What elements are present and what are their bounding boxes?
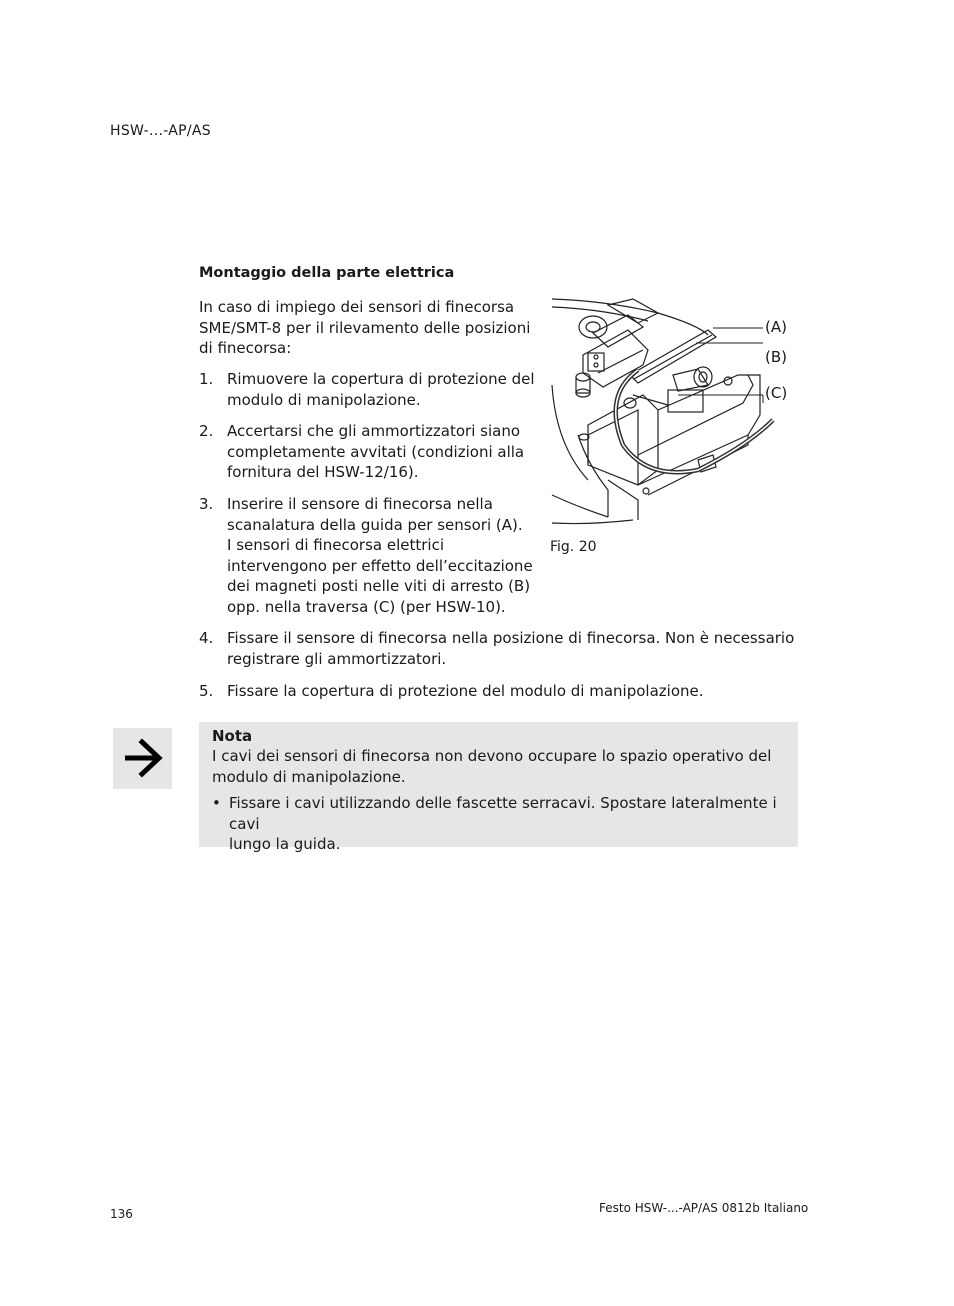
step-line: modulo di manipolazione. [227, 390, 421, 409]
step-3-text [227, 494, 537, 618]
intro-line: di finecorsa: [199, 339, 292, 358]
step-line: Accertarsi che gli ammortizzatori siano [227, 422, 521, 440]
callout-c: (C) [765, 384, 788, 402]
arrow-right-icon [113, 728, 172, 789]
intro-line: In caso di impiego dei sensori di finecorsa [199, 298, 515, 316]
callout-a: (A) [765, 318, 787, 336]
note-title: Nota [212, 727, 253, 745]
running-header: HSW-...-AP/AS [110, 123, 211, 139]
note-text [212, 746, 787, 787]
step-1-text [227, 369, 537, 410]
step-number: 3. [199, 495, 214, 513]
step-line: opp. nella traversa (C) (per HSW-10). [227, 597, 506, 616]
step-line: I sensori di finecorsa elettrici [227, 536, 444, 555]
step-number: 4. [199, 629, 214, 647]
step-line: fornitura del HSW-12/16). [227, 463, 419, 482]
step-line: Fissare la copertura di protezione del modulo di manipolazione. [227, 682, 704, 700]
step-line: completamente avvitati (condizioni alla [227, 442, 525, 461]
note-line: I cavi dei sensori di finecorsa non devono occupare lo spazio operativo del [212, 747, 772, 765]
note-bullet-text [229, 793, 794, 855]
step-number: 5. [199, 682, 214, 700]
bullet-line: Fissare i cavi utilizzando delle fascette serracavi. Spostare lateralmente i cavi [229, 794, 777, 833]
step-line: Inserire il sensore di finecorsa nella [227, 495, 493, 513]
section-title: Montaggio della parte elettrica [199, 265, 455, 281]
bullet-line: lungo la guida. [229, 835, 341, 854]
note-icon-box [113, 728, 172, 789]
intro-paragraph [199, 297, 534, 359]
footer-doc-id: Festo HSW-...-AP/AS 0812b Italiano [599, 1201, 809, 1215]
step-line: registrare gli ammortizzatori. [227, 649, 447, 668]
step-5-text [227, 681, 802, 702]
step-line: scanalatura della guida per sensori (A). [227, 515, 523, 534]
callout-b: (B) [765, 348, 787, 366]
note-line: modulo di manipolazione. [212, 767, 406, 786]
step-line: dei magneti posti nelle viti di arresto (B) [227, 577, 531, 596]
step-2-text [227, 421, 537, 483]
step-line: Fissare il sensore di finecorsa nella posizione di finecorsa. Non è necessario [227, 629, 795, 647]
step-4-text [227, 628, 802, 669]
step-number: 2. [199, 422, 214, 440]
step-line: intervengono per effetto dell’eccitazione [227, 556, 533, 575]
sensor-mounting-illustration [548, 295, 788, 527]
bullet-marker: • [212, 794, 221, 812]
step-line: Rimuovere la copertura di protezione del [227, 370, 535, 388]
figure-caption: Fig. 20 [550, 539, 597, 555]
intro-line: SME/SMT-8 per il rilevamento delle posizioni [199, 318, 531, 337]
step-number: 1. [199, 370, 214, 388]
page-number: 136 [110, 1207, 133, 1221]
